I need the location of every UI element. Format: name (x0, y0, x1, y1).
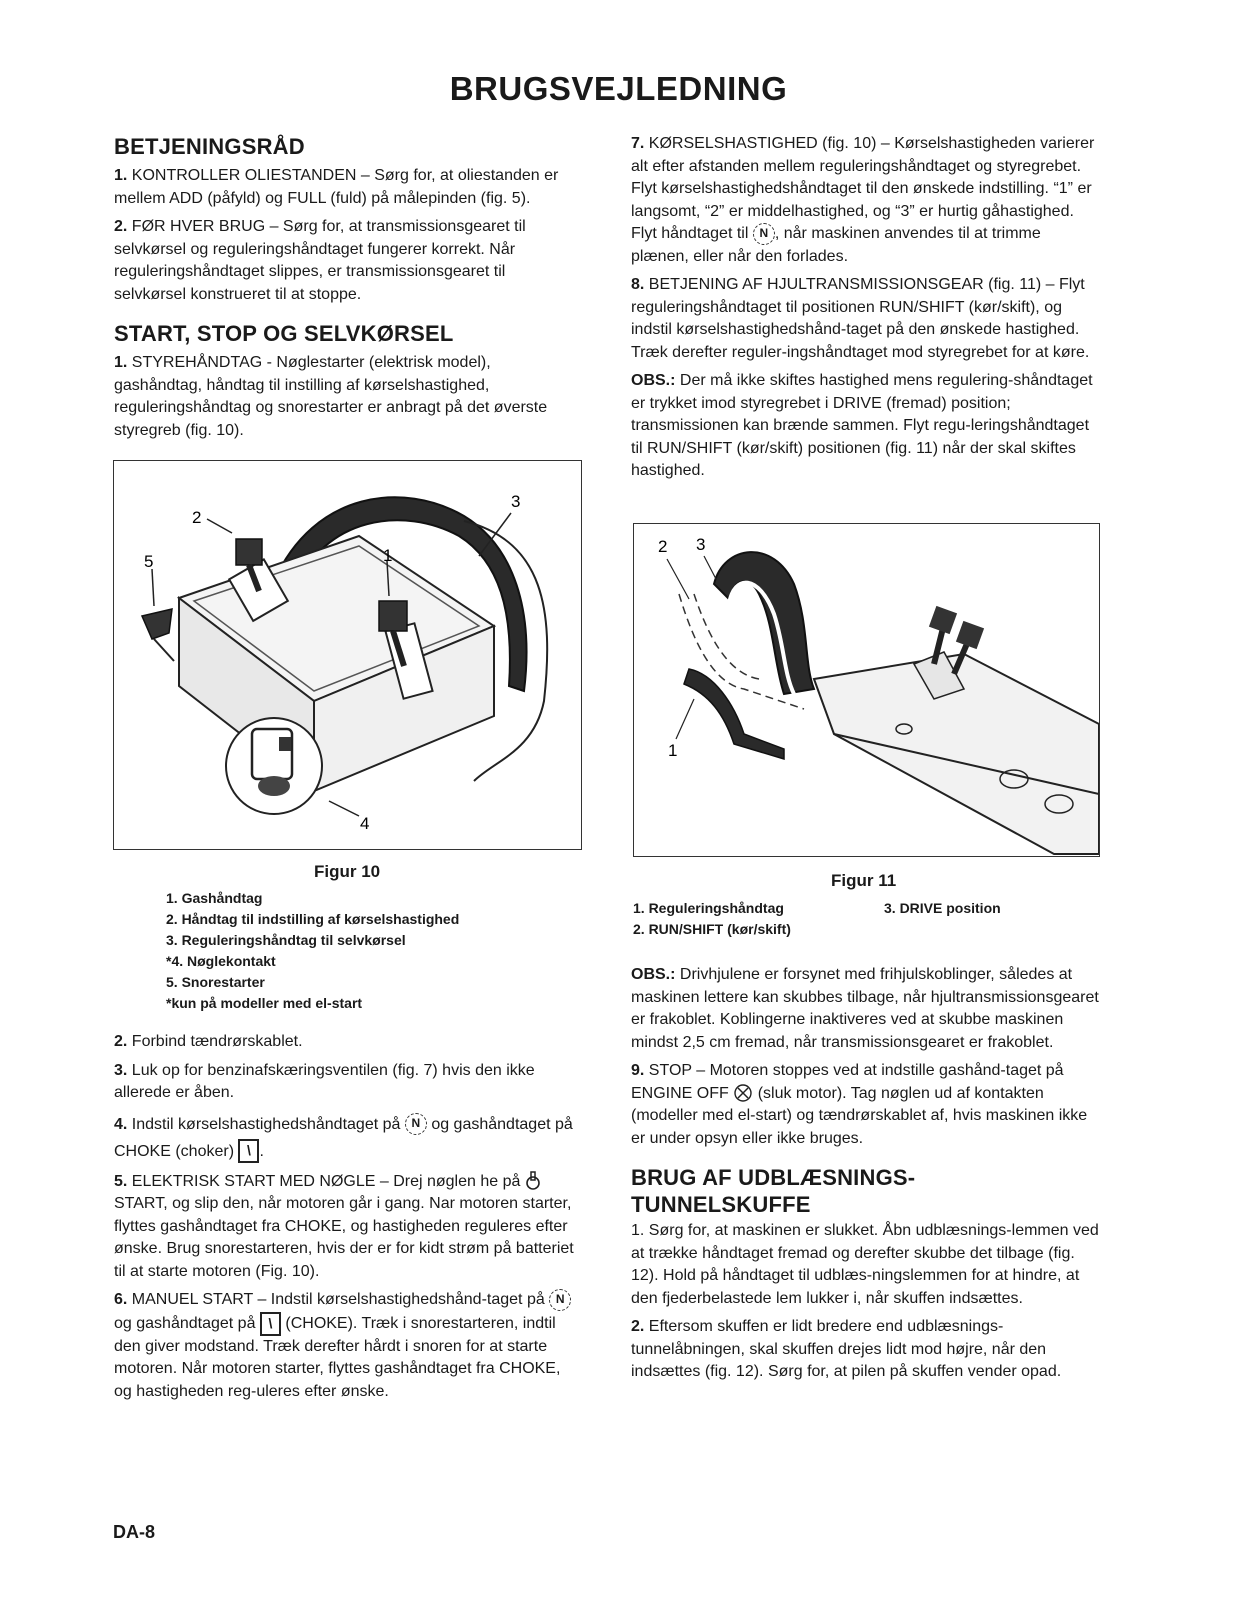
note-label: OBS.: (631, 372, 676, 390)
figure-10-title: Figur 10 (314, 862, 381, 881)
item-text: (CHOKE). Træk i snorestarteren, indtil den giver modstand. Træk derefter hårdt i snoren for at starte motoren. Når motoren starter, flyttes gashåndtaget fra CHOKE, og hastigheden reg-uleres efter ønske. (114, 1314, 561, 1400)
legend-item: *kun på modeller med el-start (166, 995, 363, 1011)
item-number: 2. (114, 1033, 128, 1050)
heading-line: TUNNELSKUFFE (631, 1192, 811, 1217)
choke-symbol-icon: \ (238, 1139, 259, 1163)
item-text: , når maskinen anvendes til at trimme plænen, eller når den forlades. (631, 225, 1041, 265)
item-text: ELEKTRISK START MED NØGLE – Drej nøglen he på (131, 1172, 521, 1190)
item-number: 2. (114, 218, 128, 235)
list-item (114, 216, 580, 306)
section-heading-betjeningsraad: BETJENINGSRÅD (114, 134, 305, 159)
page-title: BRUGSVEJLEDNING (449, 70, 788, 107)
list-item (114, 1031, 580, 1054)
item-number: 1. (114, 354, 128, 371)
item-text: (sluk motor). Tag nøglen ud af kontakten (modeller med el-start) og tændrørskablet af, hvis maskinen ikke er under opsyn eller ikke bruges. (631, 1084, 1088, 1147)
legend-item: 1. Gashåndtag (166, 890, 263, 906)
handle-controls-drawing (114, 461, 581, 849)
item-text: Eftersom skuffen er lidt bredere end udblæsnings-tunnelåbningen, skal skuffen drejes lidt mod højre, når den indsættes (fig. 12). Sørg for, at pilen på skuffen vender opad. (631, 1318, 1062, 1380)
item-text: . (259, 1142, 264, 1160)
item-number: 6. (114, 1291, 128, 1309)
note-paragraph (631, 370, 1101, 483)
item-text: KONTROLLER OLIESTANDEN – Sørg for, at oliestanden er mellem ADD (påfyld) og FULL (fuld) på målepinden (fig. 5). (114, 167, 559, 207)
item-number: 9. (631, 1062, 645, 1079)
note-label: OBS.: (631, 966, 676, 983)
choke-symbol-icon: \ (260, 1312, 281, 1336)
right-column (631, 133, 1101, 489)
left-column-lower (114, 1031, 580, 1409)
list-item (631, 1060, 1101, 1150)
item-text: BETJENING AF HJULTRANSMISSIONSGEAR (fig. 11) – Flyt reguleringshåndtaget til positionen RUN/SHIFT (kør/skift), og indstil kørselshastighedshånd-taget på den ønskede hastighed. Træk derefter reguler-ingshåndtaget mod styregrebet for at køre. (631, 276, 1090, 361)
legend-item: *4. Nøglekontakt (166, 953, 276, 969)
item-text: START, og slip den, når motoren går i gang. Nar motoren starter, flyttes gashåndtaget fra CHOKE, og hastigheden reguleres efter ønske. Brug snorestarteren, hvis der er for kidt strøm på batteriet til at starte motoren (Fig. 10). (114, 1195, 574, 1280)
callout-3: 3 (696, 535, 706, 554)
callout-1: 1 (668, 741, 678, 760)
drive-lever-drawing (634, 524, 1099, 856)
callout-3: 3 (511, 492, 521, 511)
engine-off-icon (733, 1083, 753, 1103)
figure-10-illustration (113, 460, 582, 850)
note-paragraph (631, 964, 1101, 1054)
item-text: FØR HVER BRUG – Sørg for, at transmissionsgearet til selvkørsel og reguleringshåndtaget fungerer korrekt. Når reguleringshåndtaget slippes, er transmissionsgearet til selvkørsel konstrueret til at stoppe. (114, 218, 526, 303)
list-item (114, 1289, 580, 1403)
heading-line: BRUG AF UDBLÆSNINGS- (631, 1165, 916, 1190)
callout-2: 2 (658, 537, 668, 556)
list-item (114, 1171, 580, 1284)
page-number: DA-8 (113, 1522, 156, 1542)
item-text: og gashåndtaget på (114, 1314, 256, 1332)
callout-1: 1 (383, 546, 393, 565)
legend-item: 5. Snorestarter (166, 974, 265, 990)
list-item (631, 133, 1101, 268)
item-text: Luk op for benzinafskæringsventilen (fig. 7) hvis den ikke allerede er åben. (114, 1061, 535, 1101)
item-text: Indstil kørselshastighedshåndtaget på (131, 1115, 401, 1133)
figure-11-illustration (633, 523, 1100, 857)
left-column (114, 133, 580, 448)
list-item (114, 165, 580, 210)
right-column-lower (631, 964, 1101, 1390)
figure-11-legend-col2 (884, 898, 1001, 919)
item-number: 5. (114, 1172, 128, 1190)
note-text: Drivhjulene er forsynet med frihjulskoblinger, således at maskinen lettere kan skubbes tilbage, når hjultransmissionsgearet er frakoblet. Koblingerne inaktiveres ved at skubbe maskinen mindst 2,5 cm fremad, når transmissionsgearet er frakoblet. (631, 966, 1099, 1051)
legend-item: 2. RUN/SHIFT (kør/skift) (633, 921, 791, 937)
item-text: Sørg for, at maskinen er slukket. Åbn udblæsnings-lemmen ved at trække håndtaget fremad og derefter skubbe det tilbage (fig. 12). Hold på håndtaget til udblæs-ningslemmen for at hindre, at den fjederbelastede lem lukker i, når skuffen indsættes. (631, 1222, 1099, 1307)
item-text: KØRSELSHASTIGHED (fig. 10) – Kørselshastigheden varierer alt efter afstanden mellem reguleringshåndtaget og styregrebet. Flyt kørselshastighedshåndtaget til den ønskede indstilling. “1” er langsomt, “2” er middelhastighed, og “3” er hurtig gåhastighed. Flyt håndtaget til (631, 135, 1095, 243)
item-number: 1. (631, 1222, 645, 1239)
item-text: Forbind tændrørskablet. (131, 1033, 303, 1050)
list-item (114, 1060, 580, 1105)
legend-item: 3. Reguleringshåndtag til selvkørsel (166, 932, 406, 948)
list-item (631, 1316, 1101, 1384)
item-number: 3. (114, 1061, 128, 1079)
callout-4: 4 (360, 814, 370, 833)
figure-11-legend-col1 (633, 898, 791, 940)
neutral-symbol-icon: N (753, 223, 775, 245)
item-number: 1. (114, 167, 128, 184)
item-text: STOP – Motoren stoppes ved at indstille gashånd-taget på ENGINE OFF (631, 1062, 1064, 1102)
item-text: og gashåndtaget på CHOKE (choker) (114, 1115, 573, 1160)
figure-10-legend (166, 888, 459, 1014)
item-number: 7. (631, 135, 645, 152)
neutral-symbol-icon: N (405, 1113, 427, 1135)
item-number: 8. (631, 276, 645, 294)
list-item (114, 352, 580, 442)
section-heading-start-stop: START, STOP OG SELVKØRSEL (114, 321, 454, 346)
neutral-symbol-icon: N (549, 1289, 571, 1311)
item-number: 2. (631, 1318, 645, 1335)
figure-11-title: Figur 11 (831, 871, 897, 890)
callout-2: 2 (192, 508, 202, 527)
legend-item: 2. Håndtag til indstilling af kørselshastighed (166, 911, 460, 927)
key-start-icon (525, 1171, 541, 1191)
item-text: MANUEL START – Indstil kørselshastighedshånd-taget på (131, 1291, 545, 1309)
list-item (114, 1111, 580, 1165)
note-text: Der må ikke skiftes hastighed mens regulering-shåndtaget er trykket imod styregrebet i DRIVE (fremad) position; transmissionen kan brænde sammen. Flyt regu-leringshåndtaget til RUN/SHIFT (kør/skift) positionen (fig. 11) når der skal skiftes hastighed. (631, 372, 1093, 480)
list-item (631, 274, 1101, 364)
legend-item: 1. Reguleringshåndtag (633, 900, 784, 916)
item-text: STYREHÅNDTAG - Nøglestarter (elektrisk model), gashåndtag, håndtag til instilling af kørselshastighed, reguleringshåndtag og snorestarter er anbragt på det øverste styregreb (fig. 10). (114, 354, 548, 439)
callout-5: 5 (144, 552, 154, 571)
section-heading-udblaesning (631, 1164, 1101, 1218)
legend-item: 3. DRIVE position (884, 900, 1001, 916)
list-item (631, 1220, 1101, 1310)
item-number: 4. (114, 1115, 128, 1133)
